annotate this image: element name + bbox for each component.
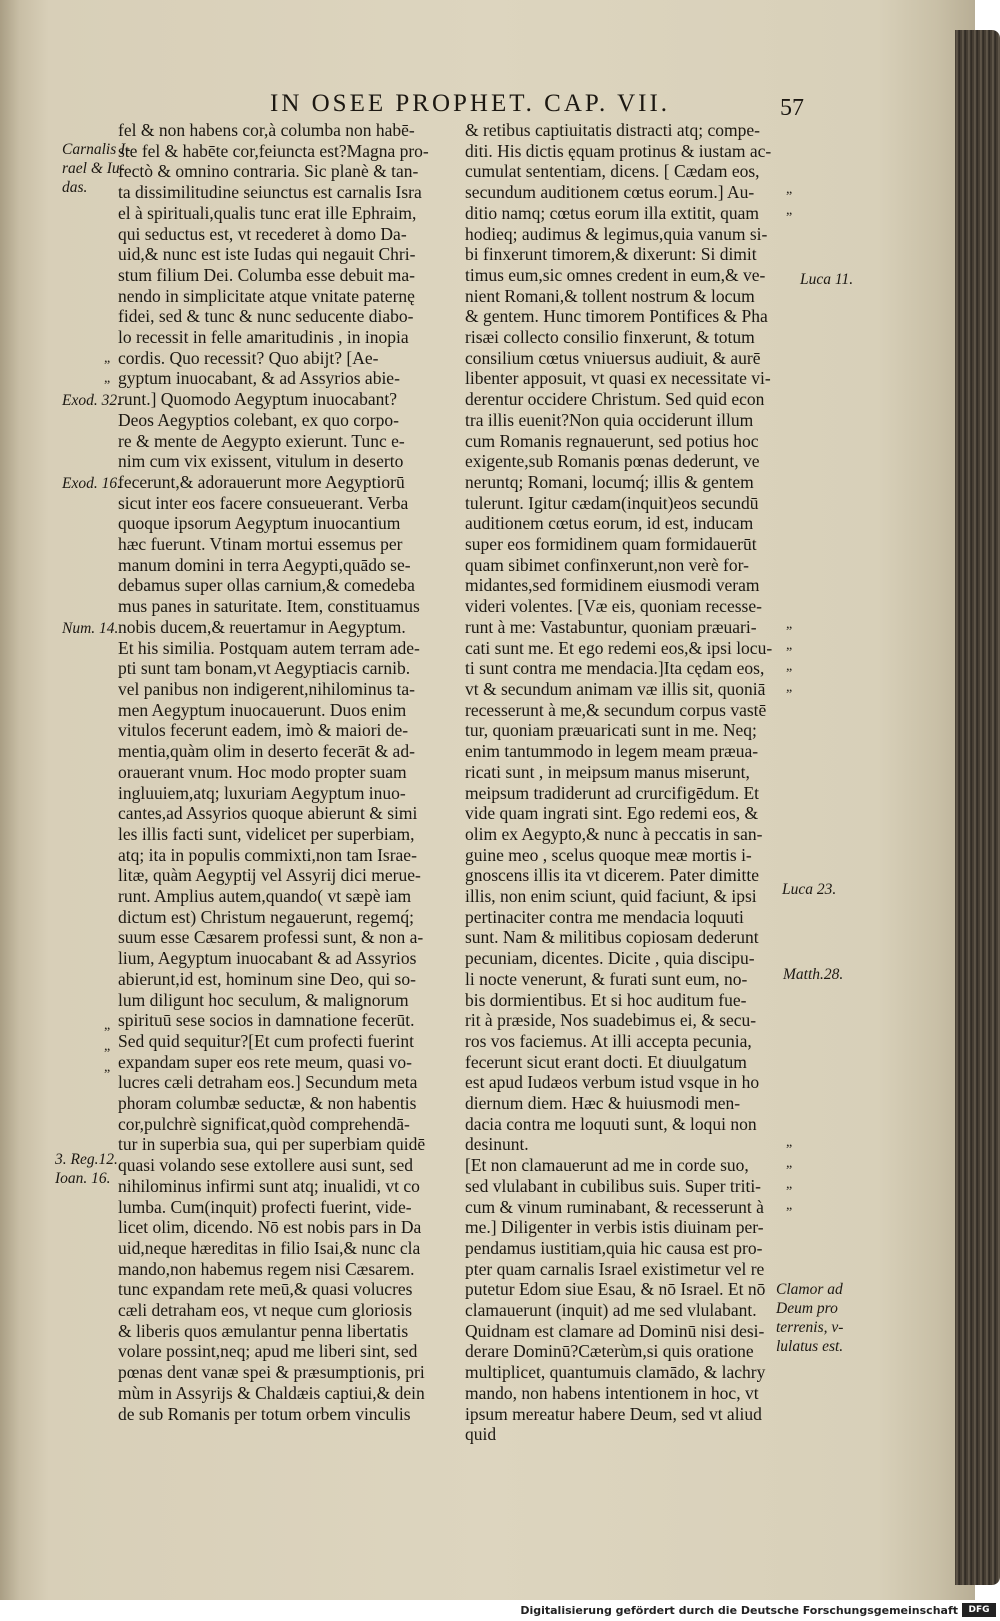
margin-note-line: Ioan. 16. bbox=[55, 1170, 111, 1187]
text-line: cor,pulchrè significat,quòd comprehendā- bbox=[118, 1113, 410, 1134]
text-line: mentia,quàm olim in deserto fecerāt & ad- bbox=[118, 741, 415, 762]
text-line: fidei, sed & tunc & nunc seducente diabo- bbox=[118, 306, 414, 327]
text-line: recesserunt à me,& secundum corpus vastē bbox=[465, 699, 767, 720]
text-line: illis, non enim sciunt, quid faciunt, & ipsi bbox=[465, 886, 757, 907]
text-line: quasi volando sese extollere ausi sunt, sed bbox=[118, 1155, 414, 1176]
quote-mark: „ bbox=[786, 1156, 793, 1171]
dfg-logo: DFG bbox=[962, 1603, 996, 1617]
margin-note-line: Matth.28. bbox=[783, 966, 844, 983]
margin-note-reg12 bbox=[55, 1150, 118, 1188]
text-line: cati sunt me. Et ego redemi eos,& ipsi locu- bbox=[465, 637, 773, 658]
text-line: atq; ita in populis commixti,non tam Israe- bbox=[118, 844, 417, 865]
text-line: risæi collecto consilio finxerunt, & totum bbox=[465, 327, 755, 348]
margin-note-line: lulatus est. bbox=[776, 1338, 844, 1355]
text-line: derare Dominū?Cæterùm,si quis oratione bbox=[465, 1341, 754, 1362]
margin-note-line: terrenis, v- bbox=[776, 1319, 844, 1336]
quote-mark: „ bbox=[786, 203, 793, 218]
text-line: stum filium Dei. Columba esse debuit ma- bbox=[118, 264, 415, 285]
text-line: fel & non habens cor,à columba non habē- bbox=[118, 120, 415, 140]
margin-note-line: Num. 14. bbox=[62, 620, 119, 637]
text-line: Sed quid sequitur?[Et cum profecti fuerint bbox=[118, 1030, 414, 1051]
text-line: men Aegyptum inuocauerunt. Duos enim bbox=[118, 699, 407, 720]
text-line: lium, Aegyptum inuocabant & ad Assyrios bbox=[118, 948, 417, 969]
text-line: debamus super ollas carnium,& comedeba bbox=[118, 575, 415, 596]
text-line: abierunt,id est, hominum sine Deo, qui so- bbox=[118, 968, 416, 989]
text-line: multiplicet, quantumuis clamādo, & lachry bbox=[465, 1362, 766, 1383]
text-line: runt. Amplius autem,quando( vt sæpè iam bbox=[118, 886, 412, 907]
text-line: dacia contra me loquuti sunt, & loqui non bbox=[465, 1113, 757, 1134]
text-line: timus eum,sic omnes credent in eum,& ve- bbox=[465, 264, 766, 285]
text-line: ingluuiem,atq; luxuriam Aegyptum inuo- bbox=[118, 782, 406, 803]
text-line: diernum diem. Hæc & huiusmodi men- bbox=[465, 1093, 741, 1114]
text-line: lum diligunt hoc seculum, & malignorum bbox=[118, 989, 409, 1010]
text-line: lo recessit in felle amaritudinis , in inopia bbox=[118, 327, 409, 348]
text-line: [Et non clamauerunt ad me in corde suo, bbox=[465, 1155, 749, 1176]
right-column bbox=[465, 120, 795, 1445]
text-line: orauerant vnum. Hoc modo propter suam bbox=[118, 761, 407, 782]
text-line: les illis facti sunt, videlicet per superbiam, bbox=[118, 823, 415, 844]
text-line: exigente,sub Romanis pœnas dederunt, ve bbox=[465, 451, 760, 472]
quote-mark: „ bbox=[786, 680, 793, 695]
text-line: bi finxerunt timorem,& dixerunt: Si dimit bbox=[465, 244, 757, 265]
text-line: putetur Edom siue Esau, & nō Israel. Et nō bbox=[465, 1279, 766, 1300]
quote-mark: „ bbox=[786, 1135, 793, 1150]
text-line: & gentem. Hunc timorem Pontifices & Pha bbox=[465, 306, 768, 327]
text-line: hæc fuerunt. Vtinam mortui essemus per bbox=[118, 534, 403, 555]
margin-note-exod32 bbox=[62, 391, 121, 410]
quote-mark: „ bbox=[786, 182, 793, 197]
footer-credit: Digitalisierung gefördert durch die Deutsche Forschungsgemeinschaft bbox=[520, 1604, 958, 1617]
text-line: fecerunt,& adorauerunt more Aegyptiorū bbox=[118, 471, 405, 492]
text-line: lumba. Cum(inquit) profecti fuerint, vide- bbox=[118, 1196, 412, 1217]
page-number: 57 bbox=[780, 95, 804, 121]
text-line: cum & vinum ruminabant, & recesserunt à bbox=[465, 1196, 764, 1217]
quote-mark: „ bbox=[104, 351, 111, 366]
text-line: mando,non habemus regem nisi Cæsarem. bbox=[118, 1258, 415, 1279]
margin-note-luc11 bbox=[800, 270, 853, 289]
text-line: ste fel & habēte cor,feiuncta est?Magna pro- bbox=[118, 140, 429, 161]
text-line: & liberis quos æmulantur penna libertatis bbox=[118, 1320, 409, 1341]
text-line: hodieq; audimus & legimus,quia vanum si- bbox=[465, 223, 768, 244]
quote-mark: „ bbox=[786, 659, 793, 674]
text-line: auditionem cœtus eorum, id est, inducam bbox=[465, 513, 754, 534]
text-line: guine meo , scelus quoque meæ mortis i- bbox=[465, 844, 752, 865]
text-line: clamauerunt (inquit) ad me sed vlulabant. bbox=[465, 1300, 757, 1321]
text-line: cumulat sententiam, dicens. [ Cædam eos, bbox=[465, 161, 760, 182]
text-line: nendo in simplicitate atque vnitate paternę bbox=[118, 285, 415, 306]
quote-mark: „ bbox=[104, 1018, 111, 1033]
text-line: pter quam carnalis Israel existimetur vel re bbox=[465, 1258, 765, 1279]
text-line: pendamus iustitiam,quia hic causa est pro- bbox=[465, 1237, 763, 1258]
margin-note-line: Exod. 32. bbox=[62, 392, 121, 409]
margin-note-line: das. bbox=[62, 179, 88, 196]
text-line: runt à me: Vastabuntur, quoniam præuari- bbox=[465, 616, 757, 637]
text-line: dictum est) Christum negauerunt, regemq́; bbox=[118, 906, 414, 927]
margin-note-num14 bbox=[62, 619, 118, 638]
text-line: Deos Aegyptios colebant, ex quo corpo- bbox=[118, 409, 399, 430]
text-line: licet olim, dicendo. Nō est nobis pars in Da bbox=[118, 1217, 422, 1238]
text-line: ditio namq; cœtus eorum illa extitit, quam bbox=[465, 202, 760, 223]
margin-note-luc23 bbox=[782, 880, 836, 899]
margin-note-clamor bbox=[776, 1280, 843, 1356]
margin-note-exod16 bbox=[62, 474, 121, 493]
text-line: neruntq; Romani, locumq́; illis & gentem bbox=[465, 471, 754, 492]
digitization-footer bbox=[0, 1600, 1000, 1621]
text-line: nient Romani,& tollent nostrum & locum bbox=[465, 285, 755, 306]
text-line: quoque ipsorum Aegyptum inuocantium bbox=[118, 513, 401, 534]
margin-note-carnalis bbox=[62, 140, 130, 197]
text-line: pertinaciter contra me mendacia loquuti bbox=[465, 906, 744, 927]
text-line: gnoscens illis ita vt dicerem. Pater dimitte bbox=[465, 865, 760, 886]
margin-note-line: Deum pro bbox=[776, 1300, 838, 1317]
text-line: ros vos faciemus. At illi accepta pecunia, bbox=[465, 1030, 752, 1051]
text-line: consilium cœtus vniuersus audiuit, & aurē bbox=[465, 347, 761, 368]
text-line: midantes,sed formidinem eiusmodi veram bbox=[465, 575, 760, 596]
text-line: vitulos fecerunt eadem, imò & maiori de- bbox=[118, 720, 409, 741]
quote-mark: „ bbox=[786, 617, 793, 632]
text-line: ti sunt contra me mendacia.]Ita cędam eos, bbox=[465, 658, 765, 679]
left-column bbox=[118, 120, 448, 1424]
text-line: de sub Romanis per totum orbem vinculis bbox=[118, 1403, 411, 1424]
text-line: est apud Iudæos verbum istud vsque in ho bbox=[465, 1072, 760, 1093]
text-line: super eos formidinem quam formidauerūt bbox=[465, 534, 757, 555]
margin-note-matth28 bbox=[783, 965, 843, 984]
text-line: me.] Diligenter in verbis istis diuinam per- bbox=[465, 1217, 764, 1238]
text-line: ipsum mereatur habere Deum, sed vt aliud bbox=[465, 1403, 762, 1424]
text-line: meipsum tradiderunt ad crurcifigēdum. Et bbox=[465, 782, 760, 803]
text-line: derentur occidere Christum. Sed quid econ bbox=[465, 389, 765, 410]
text-line: cantes,ad Assyrios quoque abierunt & simi bbox=[118, 803, 418, 824]
text-line: sed vlulabant in cubilibus suis. Super triti- bbox=[465, 1175, 762, 1196]
text-line: volare possint,neq; apud me liberi sint, sed bbox=[118, 1341, 418, 1362]
text-line: qui seductus est, vt recederet à domo Da- bbox=[118, 223, 407, 244]
text-line: quam sibimet confinxerunt,non verè for- bbox=[465, 554, 749, 575]
text-line: tra illis euenit?Non quia occiderunt illum bbox=[465, 409, 754, 430]
text-line: quid bbox=[465, 1424, 497, 1445]
text-line: Quidnam est clamare ad Dominū nisi desi- bbox=[465, 1320, 765, 1341]
text-line: sicut inter eos facere consueuerant. Verba bbox=[118, 492, 409, 513]
margin-note-line: Carnalis I- bbox=[62, 141, 131, 158]
text-line: re & mente de Aegypto exierunt. Tunc e- bbox=[118, 430, 405, 451]
running-head: IN OSEE PROPHET. CAP. VII. bbox=[270, 90, 671, 117]
text-line: suum esse Cæsarem professi sunt, & non a- bbox=[118, 927, 424, 948]
text-line: gyptum inuocabant, & ad Assyrios abie- bbox=[118, 368, 400, 389]
text-line: mus panes in saturitate. Item, constituamus bbox=[118, 596, 420, 617]
margin-note-line: Luca 11. bbox=[800, 271, 854, 288]
text-line: runt.] Quomodo Aegyptum inuocabant? bbox=[118, 389, 397, 410]
margin-note-line: Clamor ad bbox=[776, 1281, 843, 1298]
text-line: tunc expandam rete meū,& quasi volucres bbox=[118, 1279, 413, 1300]
text-line: litæ, quàm Aegyptij vel Assyrij dici merue- bbox=[118, 865, 421, 886]
text-line: diti. His dictis ęquam protinus & iustam ac- bbox=[465, 140, 772, 161]
text-line: rit à præside, Nos suadebimus ei, & secu- bbox=[465, 1010, 757, 1031]
text-line: fecerunt sicut erant docti. Et diuulgatum bbox=[465, 1051, 747, 1072]
text-line: pœnas dent vanæ spei & præsumptionis, pri bbox=[118, 1362, 425, 1383]
margin-note-line: rael & Iu- bbox=[62, 160, 125, 177]
text-line: cum Romanis regnauerunt, sed potius hoc bbox=[465, 430, 759, 451]
text-line: mùm in Assyrijs & Chaldæis captiui,& dein bbox=[118, 1382, 425, 1403]
text-line: nobis ducem,& reuertamur in Aegyptum. bbox=[118, 616, 406, 637]
text-line: videri volentes. [Væ eis, quoniam recesse- bbox=[465, 596, 762, 617]
text-line: ta dissimilitudine seiunctus est carnalis Isra bbox=[118, 182, 422, 203]
text-line: secundum auditionem cœtus eorum.] Au- bbox=[465, 182, 755, 203]
text-line: li nocte venerunt, & furati sunt eum, no- bbox=[465, 968, 748, 989]
quote-mark: „ bbox=[104, 371, 111, 386]
text-line: uid,& nunc est iste Iudas qui negauit Chri- bbox=[118, 244, 416, 265]
text-line: vt & secundum animam væ illis sit, quoniā bbox=[465, 678, 766, 699]
text-line: olim ex Aegypto,& nunc à peccatis in san- bbox=[465, 823, 763, 844]
text-line: tur, quoniam præuaricati sunt in me. Neq; bbox=[465, 720, 757, 741]
text-line: Et his similia. Postquam autem terram ade- bbox=[118, 637, 420, 658]
text-line: nim cum vix exissent, vitulum in deserto bbox=[118, 451, 404, 472]
text-line: & retibus captiuitatis distracti atq; compe- bbox=[465, 120, 760, 140]
text-line: tulerunt. Igitur cædam(inquit)eos secundū bbox=[465, 492, 759, 513]
text-line: tur in superbia sua, qui per superbiam quidē bbox=[118, 1134, 426, 1155]
quote-mark: „ bbox=[104, 1039, 111, 1054]
quote-mark: „ bbox=[786, 1177, 793, 1192]
text-line: expandam super eos rete meum, quasi vo- bbox=[118, 1051, 413, 1072]
text-line: lucres cæli detraham eos.] Secundum meta bbox=[118, 1072, 418, 1093]
text-line: vide quam ingrati sint. Ego redemi eos, & bbox=[465, 803, 759, 824]
text-line: el à spirituali,qualis tunc erat ille Ephraim, bbox=[118, 202, 417, 223]
text-line: ricati sunt , in meipsum manus miserunt, bbox=[465, 761, 750, 782]
margin-note-line: Luca 23. bbox=[782, 881, 837, 898]
text-line: vel panibus non indigerent,nihilominus ta- bbox=[118, 678, 415, 699]
text-line: enim tantummodo in legem meam præua- bbox=[465, 741, 759, 762]
text-line: phoram columbæ seductæ, & non habentis bbox=[118, 1093, 417, 1114]
quote-mark: „ bbox=[786, 638, 793, 653]
text-line: cæli detraham eos, vt neque cum gloriosis bbox=[118, 1300, 413, 1321]
text-line: manum domini in terra Aegypti,quādo se- bbox=[118, 554, 411, 575]
text-line: sunt. Nam & militibus copiosam dederunt bbox=[465, 927, 759, 948]
text-line: bis dormientibus. Et si hoc auditum fue- bbox=[465, 989, 747, 1010]
page-edges bbox=[955, 30, 1000, 1585]
text-line: mando, non habens intentionem in hoc, vt bbox=[465, 1382, 759, 1403]
text-line: fectò & omnino contraria. Sic planè & tan- bbox=[118, 161, 419, 182]
text-line: pti sunt tam bonam,vt Aegyptiacis carnib. bbox=[118, 658, 411, 679]
margin-note-line: Exod. 16. bbox=[62, 475, 121, 492]
text-line: nihilominus infirmi sunt atq; inualidi, vt co bbox=[118, 1175, 420, 1196]
text-line: pecuniam, dicentes. Dicite , quia discipu- bbox=[465, 948, 755, 969]
quote-mark: „ bbox=[786, 1198, 793, 1213]
text-line: spirituū sese socios in damnatione fecerūt. bbox=[118, 1010, 415, 1031]
text-line: desinunt. bbox=[465, 1134, 529, 1155]
text-line: libenter apposuit, vt quasi ex necessitate vi- bbox=[465, 368, 771, 389]
margin-note-line: 3. Reg.12. bbox=[55, 1151, 118, 1168]
text-line: cordis. Quo recessit? Quo abijt? [Ae- bbox=[118, 347, 379, 368]
text-line: uid,neque hæreditas in filio Isai,& nunc cla bbox=[118, 1237, 421, 1258]
quote-mark: „ bbox=[104, 1060, 111, 1075]
